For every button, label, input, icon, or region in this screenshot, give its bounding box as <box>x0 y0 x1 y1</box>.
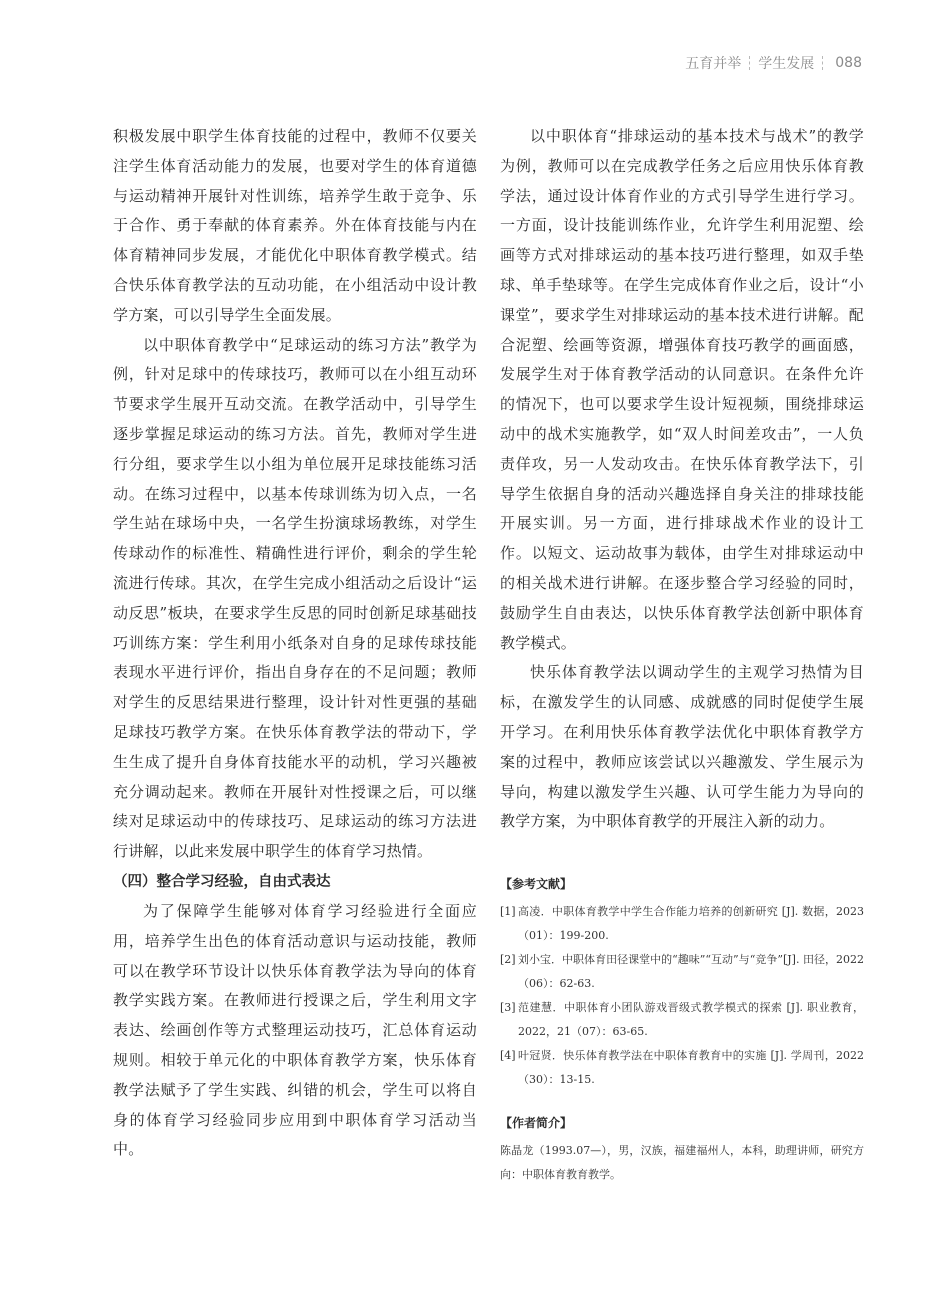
reference-number: [3] <box>500 1001 516 1015</box>
page-number: 088 <box>835 55 862 71</box>
author-bio-section <box>500 1114 864 1187</box>
reference-item <box>500 900 864 948</box>
body-paragraph: 积极发展中职学生体育技能的过程中，教师不仅要关注学生体育活动能力的发展，也要对学生的体育道德与运动精神开展针对性训练，培养学生敢于竞争、乐于合作、勇于奉献的体育素养。外在体育技能与内在体育精神同步发展，才能优化中职体育教学模式。结合快乐体育教学法的互动功能，在小组活动中设计教学方案，可以引导学生全面发展。 <box>113 127 477 324</box>
references-title: 【参考文献】 <box>500 877 573 892</box>
reference-item <box>500 1044 864 1092</box>
body-paragraph: 以中职体育教学中“足球运动的练习方法”教学为例，针对足球中的传球技巧，教师可以在小组互动环节要求学生展开互动交流。在教学活动中，引导学生逐步掌握足球运动的练习方法。首先，教师对学生进行分组，要求学生以小组为单位展开足球技能练习活动。在练习过程中，以基本传球训练为切入点，一名学生站在球场中央，一名学生扮演球场教练，对学生传球动作的标准性、精确性进行评价，剩余的学生轮流进行传球。其次，在学生完成小组活动之后设计“运动反思”板块，在要求学生反思的同时创新足球基础技巧训练方案：学生利用小纸条对自身的足球传球技能表现水平进行评价，指出自身存在的不足问题；教师对学生的反思结果进行整理，设计针对性更强的基础足球技巧教学方案。在快乐体育教学法的带动下，学生生成了提升自身体育技能水平的动机，学习兴趣被充分调动起来。教师在开展针对性授课之后，可以继续对足球运动中的传球技巧、足球运动的练习方法进行讲解，以此来发展中职学生的体育学习热情。 <box>113 335 477 861</box>
author-bio-title: 【作者简介】 <box>500 1116 573 1131</box>
reference-item <box>500 996 864 1044</box>
author-bio-text: 陈晶龙（1993.07—），男，汉族，福建福州人，本科，助理讲师，研究方向：中职体育教育教学。 <box>500 1144 864 1182</box>
header-section: 五育并举 <box>685 56 742 72</box>
running-header <box>685 52 862 74</box>
reference-text: 刘小宝．中职体育田径课堂中的“趣味”“互动”与“竞争”[J]. 田径，2022（06）：62-63. <box>518 953 864 991</box>
right-column <box>500 122 864 1187</box>
reference-text: 叶冠贤．快乐体育教学法在中职体育教育中的实施 [J]. 学周刊，2022（30）：13-15. <box>518 1049 864 1087</box>
section-subheading: （四）整合学习经验，自由式表达 <box>113 873 331 890</box>
body-paragraph: 快乐体育教学法以调动学生的主观学习热情为目标，在激发学生的认同感、成就感的同时促使学生展开学习。在利用快乐体育教学法优化中职体育教学方案的过程中，教师应该尝试以兴趣激发、学生展示为导向，构建以激发学生兴趣、认可学生能力为导向的教学方案，为中职体育教学的开展注入新的动力。 <box>500 663 864 831</box>
reference-text: 高凌．中职体育教学中学生合作能力培养的创新研究 [J]. 数据，2023（01）：199-200. <box>518 905 864 943</box>
header-subsection: 学生发展 <box>758 56 815 72</box>
reference-number: [1] <box>500 905 516 919</box>
body-paragraph: 为了保障学生能够对体育学习经验进行全面应用，培养学生出色的体育活动意识与运动技能，教师可以在教学环节设计以快乐体育教学法为导向的体育教学实践方案。在教师进行授课之后，学生利用文字表达、绘画创作等方式整理运动技巧，汇总体育运动规则。相较于单元化的中职体育教学方案，快乐体育教学法赋予了学生实践、纠错的机会，学生可以将自身的体育学习经验同步应用到中职体育学习活动当中。 <box>113 901 477 1159</box>
header-divider <box>822 56 823 70</box>
body-paragraph: 以中职体育“排球运动的基本技术与战术”的教学为例，教师可以在完成教学任务之后应用快乐体育教学法，通过设计体育作业的方式引导学生进行学习。一方面，设计技能训练作业，允许学生利用泥塑、绘画等方式对排球运动的基本技巧进行整理，如双手垫球、单手垫球等。在学生完成体育作业之后，设计“小课堂”，要求学生对排球运动的基本技术进行讲解。配合泥塑、绘画等资源，增强体育技巧教学的画面感，发展学生对于体育教学活动的认同意识。在条件允许的情况下，也可以要求学生设计短视频，围绕排球运动中的战术实施教学，如“双人时间差攻击”，一人负责佯攻，另一人发动攻击。在快乐体育教学法下，引导学生依据自身的活动兴趣选择自身关注的排球技能开展实训。另一方面，进行排球战术作业的设计工作。以短文、运动故事为载体，由学生对排球运动中的相关战术进行讲解。在逐步整合学习经验的同时，鼓励学生自由表达，以快乐体育教学法创新中职体育教学模式。 <box>500 127 864 652</box>
reference-text: 范建慧．中职体育小团队游戏晋级式教学模式的探索 [J]. 职业教育，2022，21（07）：63-65. <box>518 1001 864 1039</box>
reference-number: [4] <box>500 1049 516 1063</box>
reference-number: [2] <box>500 953 516 967</box>
header-divider <box>749 56 750 70</box>
reference-item <box>500 948 864 996</box>
reference-list <box>500 900 864 1092</box>
left-column <box>113 122 477 1165</box>
references-section <box>500 875 864 1092</box>
